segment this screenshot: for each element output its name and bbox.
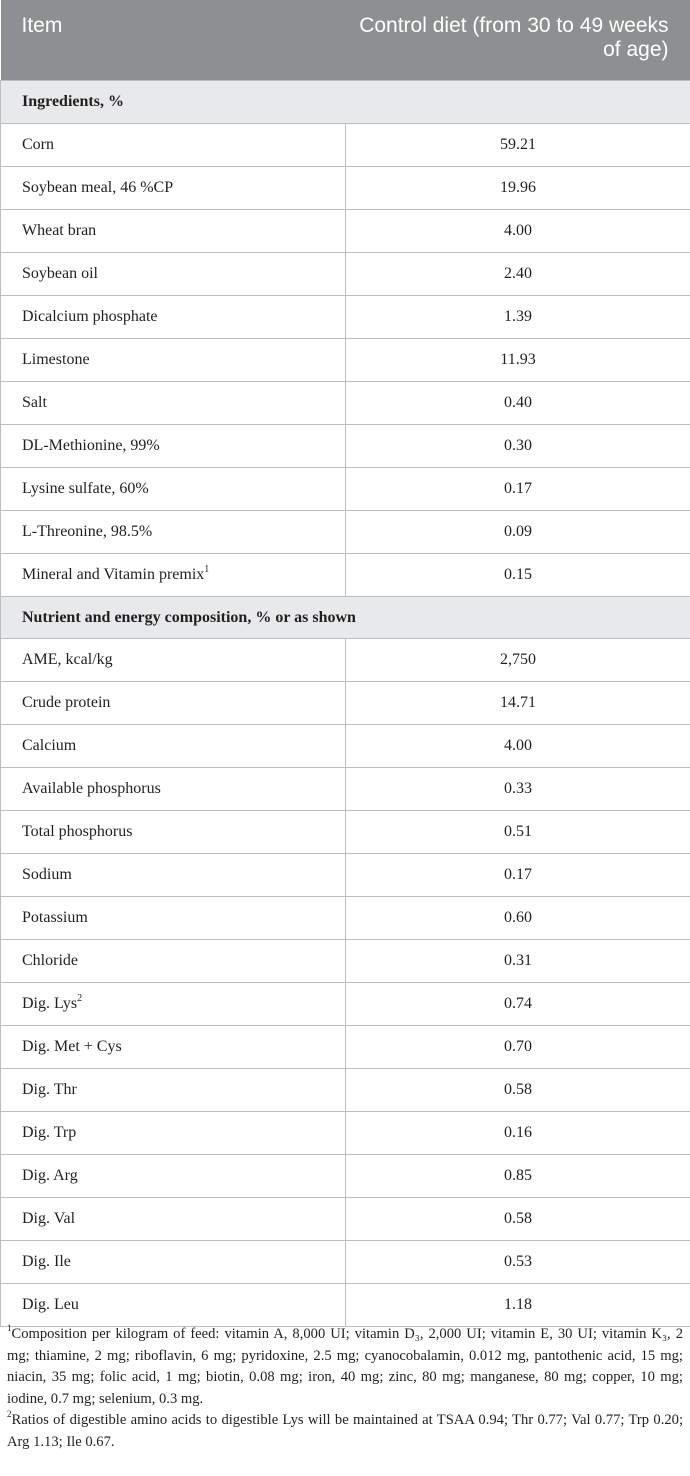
table-row [1, 554, 690, 597]
ingredient-name-cell [1, 1198, 346, 1241]
footnote-mark: 1 [7, 1323, 12, 1334]
footnote-1 [7, 1324, 683, 1410]
footnote-ref: 2 [77, 992, 83, 1004]
ingredient-name: Dig. Ile [22, 1253, 71, 1270]
table-row [1, 296, 690, 339]
ingredient-name: Dig. Lys [22, 995, 78, 1012]
value-cell: 0.74 [346, 983, 690, 1026]
ingredient-name: Calcium [22, 737, 77, 754]
header-item: Item [1, 0, 346, 81]
ingredient-name-cell [1, 339, 346, 382]
ingredient-name-cell [1, 468, 346, 511]
table-row [1, 511, 690, 554]
header-control-diet: Control diet (from 30 to 49 weeks of age) [346, 0, 690, 81]
table-row [1, 339, 690, 382]
section-row [1, 81, 690, 124]
ingredient-name: Available phosphorus [22, 780, 161, 797]
ingredient-name: Sodium [22, 866, 72, 883]
ingredient-name-cell [1, 167, 346, 210]
table-row [1, 1241, 690, 1284]
value-cell: 0.51 [346, 811, 690, 854]
footnote-2 [7, 1410, 683, 1453]
table-row [1, 811, 690, 854]
table-row [1, 682, 690, 725]
ingredient-name: Dig. Met + Cys [22, 1038, 122, 1055]
value-cell: 2,750 [346, 639, 690, 682]
ingredient-name-cell [1, 983, 346, 1026]
ingredient-name-cell [1, 854, 346, 897]
table-header [1, 0, 690, 81]
ingredient-name: Potassium [22, 909, 88, 926]
ingredient-name: Dig. Arg [22, 1167, 78, 1184]
ingredient-name: Corn [22, 136, 54, 153]
section-row [1, 597, 690, 639]
ingredient-name-cell [1, 511, 346, 554]
ingredient-name-cell [1, 940, 346, 983]
value-cell: 1.39 [346, 296, 690, 339]
table-row [1, 1284, 690, 1327]
ingredient-name-cell [1, 425, 346, 468]
footnote-ref: 1 [204, 563, 210, 575]
ingredient-name: Limestone [22, 351, 90, 368]
table-row [1, 725, 690, 768]
value-cell: 11.93 [346, 339, 690, 382]
value-cell: 0.58 [346, 1069, 690, 1112]
ingredient-name-cell [1, 682, 346, 725]
table-row [1, 639, 690, 682]
ingredient-name: Chloride [22, 952, 78, 969]
ingredient-name-cell [1, 1112, 346, 1155]
ingredient-name-cell [1, 897, 346, 940]
ingredient-name: AME, kcal/kg [22, 651, 113, 668]
ingredient-name-cell [1, 1026, 346, 1069]
value-cell: 0.31 [346, 940, 690, 983]
value-cell: 4.00 [346, 210, 690, 253]
table-row [1, 382, 690, 425]
ingredient-name-cell [1, 1241, 346, 1284]
footnotes [0, 1324, 690, 1453]
value-cell: 0.30 [346, 425, 690, 468]
ingredient-name: Lysine sulfate, 60% [22, 480, 149, 497]
value-cell: 4.00 [346, 725, 690, 768]
footnote-mark: 2 [7, 1409, 12, 1420]
table-row [1, 940, 690, 983]
table-body [1, 81, 690, 1327]
table-row [1, 425, 690, 468]
table-row [1, 983, 690, 1026]
value-cell: 0.15 [346, 554, 690, 597]
value-cell: 59.21 [346, 124, 690, 167]
table-row [1, 1026, 690, 1069]
value-cell: 0.58 [346, 1198, 690, 1241]
ingredient-name: Soybean oil [22, 265, 98, 282]
ingredient-name: DL-Methionine, 99% [22, 437, 160, 454]
ingredient-name-cell [1, 554, 346, 597]
ingredient-name: L-Threonine, 98.5% [22, 523, 153, 540]
value-cell: 0.85 [346, 1155, 690, 1198]
footnote-text: Ratios of digestible amino acids to digestible Lys will be maintained at TSAA 0.94; Thr 0.77; Val 0.77; Trp 0.20; Arg 1.13; Ile 0.67. [7, 1412, 683, 1450]
ingredient-name-cell [1, 253, 346, 296]
value-cell: 0.40 [346, 382, 690, 425]
table-row [1, 468, 690, 511]
ingredient-name: Dig. Val [22, 1210, 76, 1227]
ingredient-name-cell [1, 124, 346, 167]
value-cell: 0.17 [346, 854, 690, 897]
ingredient-name: Dig. Thr [22, 1081, 77, 1098]
value-cell: 0.16 [346, 1112, 690, 1155]
footnote-text: Composition per kilogram of feed: vitamin A, 8,000 UI; vitamin D₃, 2,000 UI; vitamin E, 30 UI; vitamin K₃, 2 mg; thiamine, 2 mg; riboflavin, 6 mg; pyridoxine, 2.5 mg; cyanocobalamin, 0.012 mg, pantothenic acid, 15 mg; niacin, 35 mg; folic acid, 1 mg; biotin, 0.08 mg; iron, 40 mg; zinc, 80 mg; manganese, 80 mg; copper, 10 mg; iodine, 0.7 mg; selenium, 0.3 mg. [7, 1326, 683, 1407]
value-cell: 14.71 [346, 682, 690, 725]
table-row [1, 1112, 690, 1155]
section-title: Ingredients, % [1, 81, 690, 124]
value-cell: 0.17 [346, 468, 690, 511]
ingredient-name: Dig. Trp [22, 1124, 77, 1141]
table-row [1, 897, 690, 940]
ingredient-name: Crude protein [22, 694, 111, 711]
table-row [1, 124, 690, 167]
table-row [1, 253, 690, 296]
value-cell: 0.09 [346, 511, 690, 554]
value-cell: 0.70 [346, 1026, 690, 1069]
ingredient-name-cell [1, 1155, 346, 1198]
table-row [1, 854, 690, 897]
ingredient-name-cell [1, 382, 346, 425]
ingredient-name: Mineral and Vitamin premix [22, 566, 205, 583]
table-row [1, 1069, 690, 1112]
ingredient-name-cell [1, 811, 346, 854]
table-row [1, 210, 690, 253]
ingredient-name: Soybean meal, 46 %CP [22, 179, 174, 196]
ingredient-name-cell [1, 296, 346, 339]
ingredient-name: Salt [22, 394, 47, 411]
ingredient-name-cell [1, 639, 346, 682]
table-row [1, 1155, 690, 1198]
section-title: Nutrient and energy composition, % or as shown [1, 597, 690, 639]
table-row [1, 768, 690, 811]
ingredient-name: Total phosphorus [22, 823, 133, 840]
ingredient-name-cell [1, 210, 346, 253]
ingredient-name-cell [1, 1069, 346, 1112]
value-cell: 19.96 [346, 167, 690, 210]
ingredient-name: Wheat bran [22, 222, 97, 239]
table-row [1, 1198, 690, 1241]
value-cell: 0.33 [346, 768, 690, 811]
ingredient-name-cell [1, 725, 346, 768]
ingredient-name-cell [1, 768, 346, 811]
ingredient-name: Dig. Leu [22, 1296, 79, 1313]
value-cell: 0.53 [346, 1241, 690, 1284]
table-row [1, 167, 690, 210]
value-cell: 2.40 [346, 253, 690, 296]
ingredient-name: Dicalcium phosphate [22, 308, 158, 325]
value-cell: 1.18 [346, 1284, 690, 1327]
value-cell: 0.60 [346, 897, 690, 940]
ingredient-name-cell [1, 1284, 346, 1327]
